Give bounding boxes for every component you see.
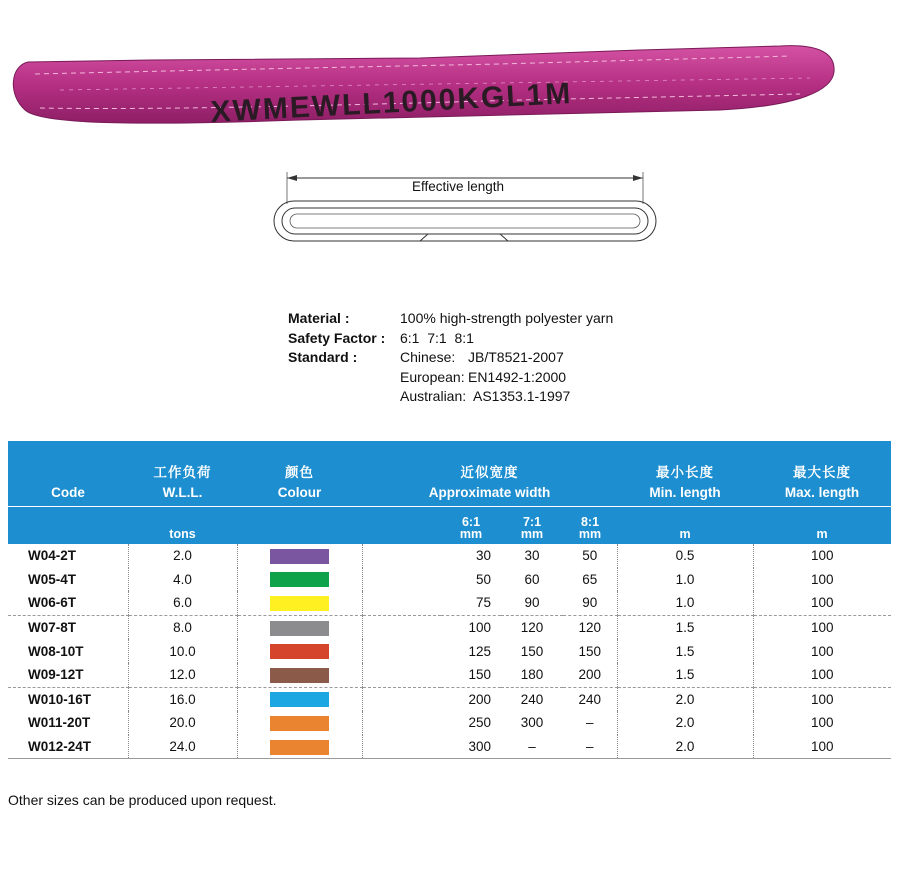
colour-cell	[237, 639, 362, 663]
spec-block	[288, 309, 613, 407]
width-7-cell: –	[501, 735, 563, 759]
width-7-cell: 300	[520, 715, 544, 731]
table-row	[8, 639, 891, 663]
colour-swatch	[270, 621, 329, 636]
header-max-length: 最大长度 Max. length	[753, 442, 891, 507]
footnote: Other sizes can be produced upon request.	[8, 792, 277, 808]
safety-factor-label: Safety Factor	[288, 329, 377, 346]
product-table	[8, 441, 891, 759]
arrow-left-icon	[287, 175, 297, 181]
table-row	[8, 711, 891, 735]
min-length-cell: 2.0	[617, 735, 753, 759]
width-8-cell: 200	[563, 663, 617, 687]
wll-cell: 8.0	[128, 615, 237, 639]
colour-cell	[237, 663, 362, 687]
width-7-cell: 180	[501, 663, 563, 687]
colour-swatch	[270, 692, 329, 707]
max-length-cell: 100	[811, 571, 834, 587]
width-7-cell: 150	[520, 643, 544, 659]
min-length-cell: 1.0	[617, 591, 753, 615]
standard-item: Australian: AS1353.1-1997	[400, 388, 571, 404]
standard-item: European: EN1492-1:2000	[400, 368, 567, 385]
colour-swatch	[270, 644, 329, 659]
max-length-cell: 100	[753, 735, 891, 759]
table-row	[8, 591, 891, 615]
width-6-cell: 200	[468, 691, 491, 707]
safety-factor-values: 6:1 7:1 8:1	[400, 329, 474, 346]
header-min-length: 最小长度 Min. length	[617, 442, 753, 507]
colour-cell	[237, 591, 362, 615]
wll-cell: 20.0	[128, 711, 237, 735]
colour-swatch	[270, 668, 329, 683]
max-length-cell: 100	[811, 620, 834, 636]
colour-cell	[237, 735, 362, 759]
wll-cell: 24.0	[128, 735, 237, 759]
table-row	[8, 663, 891, 687]
header-width: 近似宽度 Approximate width	[362, 442, 617, 507]
safety-factor-row: Safety Factor : 6:1 7:1 8:1	[288, 329, 613, 349]
table-row	[8, 615, 891, 639]
material-row: Material : 100% high-strength polyester yarn	[288, 309, 613, 329]
colour-swatch	[270, 596, 329, 611]
colour-cell	[237, 544, 362, 568]
width-7-cell: 90	[501, 591, 563, 615]
table-body	[8, 544, 891, 759]
colour-cell	[237, 711, 362, 735]
wll-cell: 12.0	[128, 663, 237, 687]
code-cell: W010-16T	[8, 687, 128, 711]
standard-label: Standard	[288, 349, 349, 365]
effective-length-diagram	[260, 168, 660, 248]
width-6-cell: 30	[475, 548, 491, 564]
table-unit-row	[8, 507, 891, 545]
wll-cell: 16.0	[128, 687, 237, 711]
wll-cell: 6.0	[128, 591, 237, 615]
width-8-cell: –	[563, 735, 617, 759]
header-wll: 工作负荷 W.L.L.	[128, 442, 237, 507]
width-6-cell: 125	[468, 643, 491, 659]
standard-list	[400, 348, 570, 407]
colour-swatch	[270, 740, 329, 755]
sling-product-image	[0, 0, 900, 140]
width-8-cell: 90	[563, 591, 617, 615]
arrow-right-icon	[633, 175, 643, 181]
width-6-cell: 50	[475, 571, 491, 587]
material-value: 100% high-strength polyester yarn	[400, 310, 614, 326]
min-length-cell: 1.5	[617, 615, 753, 639]
material-label: Material	[288, 310, 341, 326]
min-length-cell: 1.5	[617, 663, 753, 687]
width-7-cell: 240	[520, 691, 544, 707]
max-length-cell: 100	[811, 643, 834, 659]
min-length-cell: 1.0	[617, 568, 753, 592]
colour-swatch	[270, 549, 329, 564]
unit-wll: tons	[128, 507, 237, 545]
sling-print-text: XWMEWLL1000KGL1M	[209, 77, 574, 129]
colour-swatch	[270, 716, 329, 731]
colour-cell	[237, 687, 362, 711]
width-8-cell: 50	[563, 544, 617, 568]
code-cell: W011-20T	[8, 711, 128, 735]
width-8-cell: 240	[563, 687, 617, 711]
width-7-cell: 60	[524, 571, 540, 587]
unit-max: m	[753, 507, 891, 545]
header-code: Code	[8, 442, 128, 507]
wll-cell: 4.0	[128, 568, 237, 592]
width-6-cell: 150	[362, 663, 501, 687]
min-length-cell: 0.5	[617, 544, 753, 568]
wll-cell: 2.0	[128, 544, 237, 568]
table-row	[8, 544, 891, 568]
code-cell: W05-4T	[8, 568, 128, 592]
width-7-cell: 30	[524, 548, 540, 564]
max-length-cell: 100	[811, 691, 834, 707]
width-8-cell: –	[563, 711, 617, 735]
unit-ratio-7: 7:1 mm	[501, 507, 563, 545]
loop-core	[290, 214, 640, 228]
max-length-cell: 100	[811, 715, 834, 731]
max-length-cell: 100	[753, 663, 891, 687]
width-8-cell: 120	[563, 615, 617, 639]
product-table-wrapper	[8, 441, 891, 759]
code-cell: W04-2T	[8, 544, 128, 568]
colour-swatch	[270, 572, 329, 587]
unit-ratio-8: 8:1 mm	[563, 507, 617, 545]
table-row	[8, 568, 891, 592]
label-patch	[420, 234, 508, 241]
width-6-cell: 250	[468, 715, 491, 731]
table-row	[8, 735, 891, 759]
table-header-row	[8, 442, 891, 507]
width-7-cell: 120	[520, 620, 544, 636]
colour-cell	[237, 568, 362, 592]
min-length-cell: 2.0	[617, 687, 753, 711]
min-length-cell: 1.5	[617, 639, 753, 663]
code-cell: W08-10T	[8, 639, 128, 663]
unit-min: m	[617, 507, 753, 545]
standard-item: Chinese: JB/T8521-2007	[400, 349, 564, 365]
width-8-cell: 150	[563, 639, 617, 663]
max-length-cell: 100	[811, 548, 834, 564]
loop-inner	[282, 208, 648, 234]
colour-cell	[237, 615, 362, 639]
header-colour: 颜色 Colour	[237, 442, 362, 507]
width-6-cell: 300	[362, 735, 501, 759]
table-row	[8, 687, 891, 711]
unit-ratio-6: 6:1 mm	[441, 507, 501, 545]
wll-cell: 10.0	[128, 639, 237, 663]
min-length-cell: 2.0	[617, 711, 753, 735]
code-cell: W09-12T	[8, 663, 128, 687]
code-cell: W07-8T	[8, 615, 128, 639]
max-length-cell: 100	[753, 591, 891, 615]
width-6-cell: 75	[362, 591, 501, 615]
width-6-cell: 100	[468, 620, 491, 636]
effective-length-label: Effective length	[411, 179, 505, 194]
code-cell: W06-6T	[8, 591, 128, 615]
code-cell: W012-24T	[8, 735, 128, 759]
width-8-cell: 65	[563, 568, 617, 592]
standard-row: Standard : Chinese: JB/T8521-2007 European: EN1492-1:2000 Australian: AS1353.1-1997	[288, 348, 613, 407]
loop-outer	[274, 201, 656, 241]
